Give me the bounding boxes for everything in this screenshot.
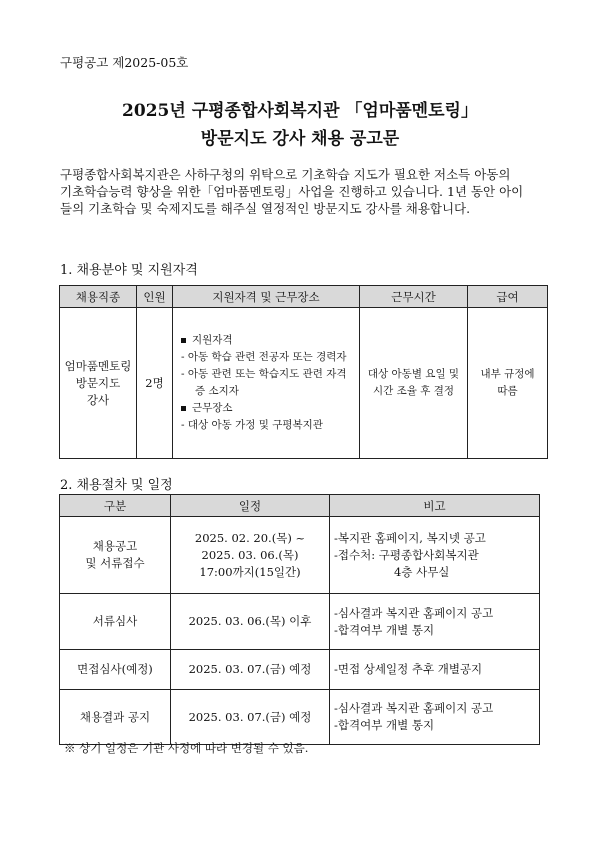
schedule-cell [171,650,330,690]
pay-cell [468,308,548,459]
col-header: 비고 [330,495,540,517]
intro-line: 구평종합사회복지관은 사하구청의 위탁으로 기초학습 지도가 필요한 저소득 아동의 [60,167,511,182]
col-header: 채용직종 [60,286,137,308]
table-row [60,517,540,594]
stage-text: 서류심사 [92,614,138,628]
intro-line: 기초학습능력 향상을 위한「엄마품멘토링」사업을 진행하고 있습니다. 1년 동안 아이 [60,184,524,199]
table-row [60,650,540,690]
stage-text: 및 서류접수 [85,556,145,570]
remarks-text: -면접 상세일정 추후 개별공지 [334,662,483,676]
remarks-text: -심사결과 복지관 홈페이지 공고 [334,701,494,715]
remarks-text: -합격여부 개별 통지 [334,718,435,732]
table-header-row [60,495,540,517]
stage-text: 채용결과 공지 [79,709,151,724]
hours-text: 시간 조율 후 결정 [372,385,454,397]
job-text: 강사 [86,392,110,407]
qualification-heading: 지원자격 [181,332,359,349]
col-header: 근무시간 [360,286,468,308]
remarks-text: -복지관 홈페이지, 복지넷 공고 [334,530,486,545]
qualification-item: - 아동 학습 관련 전공자 또는 경력자 [181,351,347,363]
workplace-item: - 대상 아동 가정 및 구평복지관 [181,419,323,431]
count-cell: 2명 [137,308,173,459]
remarks-cell [330,517,540,594]
schedule-cell [171,594,330,650]
pay-text: 내부 규정에 [480,368,535,380]
stage-cell [60,650,171,690]
job-cell [60,308,137,459]
qualification-item: 증 소지자 [195,385,239,397]
stage-text: 채용공고 [92,539,138,553]
table-row [60,594,540,650]
job-text: 엄마품멘토링 [64,358,132,373]
remarks-cell [330,650,540,690]
col-header: 급여 [468,286,548,308]
square-bullet-icon [181,406,186,411]
schedule-text: 2025. 03. 07.(금) 예정 [188,662,312,676]
schedule-change-note: ※ 상기 일정은 기관 사정에 따라 변경될 수 있음. [64,741,309,755]
qualification-cell [173,308,360,459]
recruitment-table [59,285,548,459]
schedule-cell [171,690,330,745]
section-heading-procedure: 2. 채용절차 및 일정 [60,478,173,493]
col-header: 구분 [60,495,171,517]
schedule-text: 2025. 03. 06.(목) 이후 [188,614,312,628]
title-line-1: 2025년 구평종합사회복지관 「엄마품멘토링」 [122,101,478,121]
intro-paragraph [60,166,546,217]
table-row [60,690,540,745]
square-bullet-icon [181,338,186,343]
hours-cell [360,308,468,459]
col-header: 일정 [171,495,330,517]
remarks-text: 4층 사무실 [394,564,450,579]
stage-text: 면접심사(예정) [77,662,153,676]
section-heading-recruitment: 1. 채용분야 및 지원자격 [60,263,198,278]
remarks-text: -합격여부 개별 통지 [334,622,435,637]
col-header: 지원자격 및 근무장소 [173,286,360,308]
schedule-text: 2025. 02. 20.(목) ~ [194,530,306,545]
schedule-cell [171,517,330,594]
schedule-text: 17:00까지(15일간) [199,564,301,579]
job-text: 방문지도 [75,375,121,390]
col-header: 인원 [137,286,173,308]
table-header-row [60,286,548,308]
procedure-table [59,494,540,745]
workplace-heading: 근무장소 [181,400,359,417]
document-number: 구평공고 제2025-05호 [60,55,189,70]
table-row [60,308,548,459]
remarks-cell [330,594,540,650]
remarks-text: -심사결과 복지관 홈페이지 공고 [334,605,494,620]
hours-text: 대상 아동별 요일 및 [367,368,460,380]
remarks-text: -접수처: 구평종합사회복지관 [334,547,479,562]
schedule-text: 2025. 03. 07.(금) 예정 [188,709,312,724]
pay-text: 따름 [497,385,518,397]
stage-cell [60,517,171,594]
title-line-2: 방문지도 강사 채용 공고문 [200,129,400,149]
stage-cell [60,594,171,650]
stage-cell [60,690,171,745]
schedule-text: 2025. 03. 06.(목) [201,547,299,562]
remarks-cell [330,690,540,745]
qualification-item: - 아동 관련 또는 학습지도 관련 자격 [181,368,347,380]
intro-line: 들의 기초학습 및 숙제지도를 해주실 열정적인 방문지도 강사를 채용합니다. [60,201,471,216]
